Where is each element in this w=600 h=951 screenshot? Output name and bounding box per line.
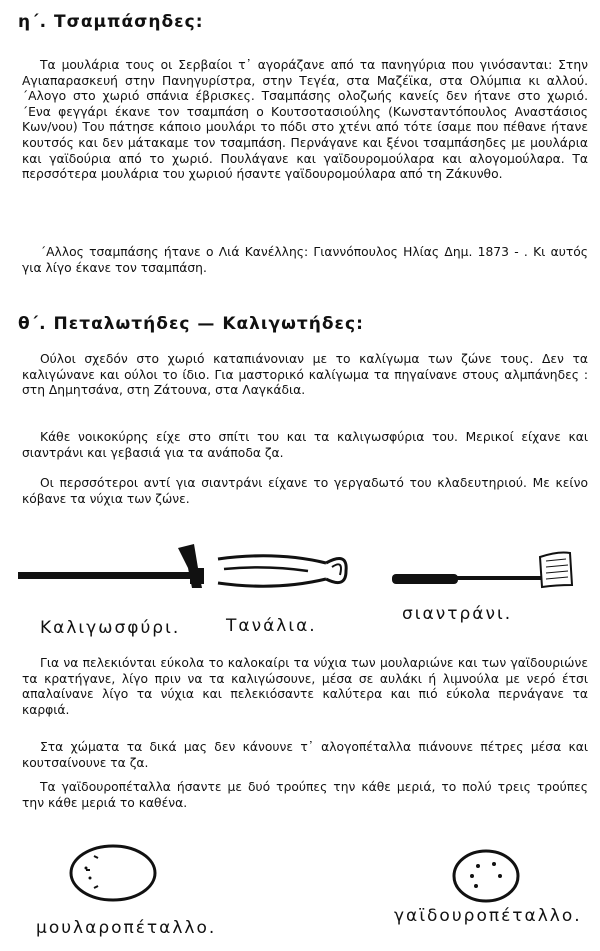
paragraph-text: Τα γαϊδουροπέταλλα ήσαντε με δυό τρούπες την κάθε μεριά, το πολύ τρεις τρούπες την κάθε μεριά το καθένα. xyxy=(22,780,588,810)
paragraph xyxy=(22,476,588,507)
hoof-knife-icon xyxy=(390,545,585,595)
hammer-icon xyxy=(18,538,213,598)
label-pliers: Τανάλια. xyxy=(226,616,317,636)
label-hoof-knife: σιαντράνι. xyxy=(402,604,513,624)
paragraph xyxy=(22,740,588,771)
paragraph-text: Τα μουλάρια τους οι Σερβαίοι τ᾽ αγοράζανε από τα πανηγύρια που γινόσανται: Στην Αγιαπαρασκευή στην Πανηγυρίστρα, στην Τεγέα, στα Μαζέϊκα, στα Ολύμπια κι αλλού. ΄Αλογο στο χωριό σπάνια έβρισκες. Τσαμπάσης ολοζωής κανείς δεν ήτανε στο χωριό. ΄Ενα φεγγάρι έκανε τον τσαμπάση ο Κουτσοτασιούλης (Κωνσταντόπουλος Αναστάσιος Κων/νου) Του πάτησε κάποιο μουλάρι το πόδι στο χτένι από τότε ίσαμε που πέθανε ήτανε κουτσός και δεν μάτακαμε τον τσαμπάση. Περνάγανε και ξένοι τσαμπάσηδες με μουλάρια και γαϊδούρια από το χωριό. Πουλάγανε και γαϊδουρομούλαρα και αλογομούλαρα. Τα περσσότερα μουλάρια του χωριού ήσαντε γαϊδουρομούλαρα από τη Ζάκυνθο. xyxy=(22,58,588,182)
paragraph-text: Ούλοι σχεδόν στο χωριό καταπιάνονιαν με το καλίγωμα των ζώνε τους. Δεν τα καλιγώνανε και ούλοι το ίδιο. Για μαστορικό καλίγωμα τα πηγαίνανε στους αλμπάνηδες : στη Δημητσάνα, στη Ζάτουνα, στα Λαγκάδια. xyxy=(22,352,588,398)
label-donkey-shoe: γαϊδουροπέταλλο. xyxy=(394,906,582,926)
paragraph xyxy=(22,656,588,718)
paragraph-text: Για να πελεκιόνται εύκολα το καλοκαίρι τα νύχια των μουλαριώνε και των γαϊδουριώνε τα κρατήγανε, λίγο πριν να τα καλιγώσουνε, μέσα σε αυλάκι ή λιμνούλα με νερό έτσι απαλαίνανε λίγο τα νύχια και πελεκιόσαντε καλύτερα και πιό εύκολα περνάγανε τα καρφιά. xyxy=(22,656,588,717)
pliers-icon xyxy=(216,545,361,605)
paragraph xyxy=(22,780,588,811)
mule-shoe-icon xyxy=(68,840,168,910)
label-mule-shoe: μουλαροπέταλλο. xyxy=(36,918,217,938)
paragraph xyxy=(22,430,588,461)
paragraph-text: Κάθε νοικοκύρης είχε στο σπίτι του και τα καλιγωσφύρια του. Μερικοί είχανε και σιαντράνι και γεβασιά για τα ανάποδα ζα. xyxy=(22,430,588,460)
section-heading-petalotides: θ΄. Πεταλωτήδες — Καλιγωτήδες: xyxy=(18,314,364,334)
paragraph xyxy=(22,352,588,399)
paragraph-text: ΄Αλλος τσαμπάσης ήτανε ο Λιά Κανέλλης: Γιαννόπουλος Ηλίας Δημ. 1873 - . Κι αυτός για λίγο έκανε τον τσαμπάση. xyxy=(22,245,588,275)
paragraph-text: Στα χώματα τα δικά μας δεν κάνουνε τ᾽ αλογοπέταλλα πιάνουνε πέτρες μέσα και κουτσαίνουνε τα ζα. xyxy=(22,740,588,770)
paragraph-text: Οι περσσότεροι αντί για σιαντράνι είχανε το γεργαδωτό του κλαδευτηριού. Με κείνο κόβανε τα νύχια των ζώνε. xyxy=(22,476,588,506)
paragraph xyxy=(22,58,588,183)
section-heading-tsampasides: η΄. Τσαμπάσηδες: xyxy=(18,12,204,32)
donkey-shoe-icon xyxy=(438,846,538,911)
label-hammer: Καλιγωσφύρι. xyxy=(40,618,181,638)
paragraph xyxy=(22,245,588,276)
